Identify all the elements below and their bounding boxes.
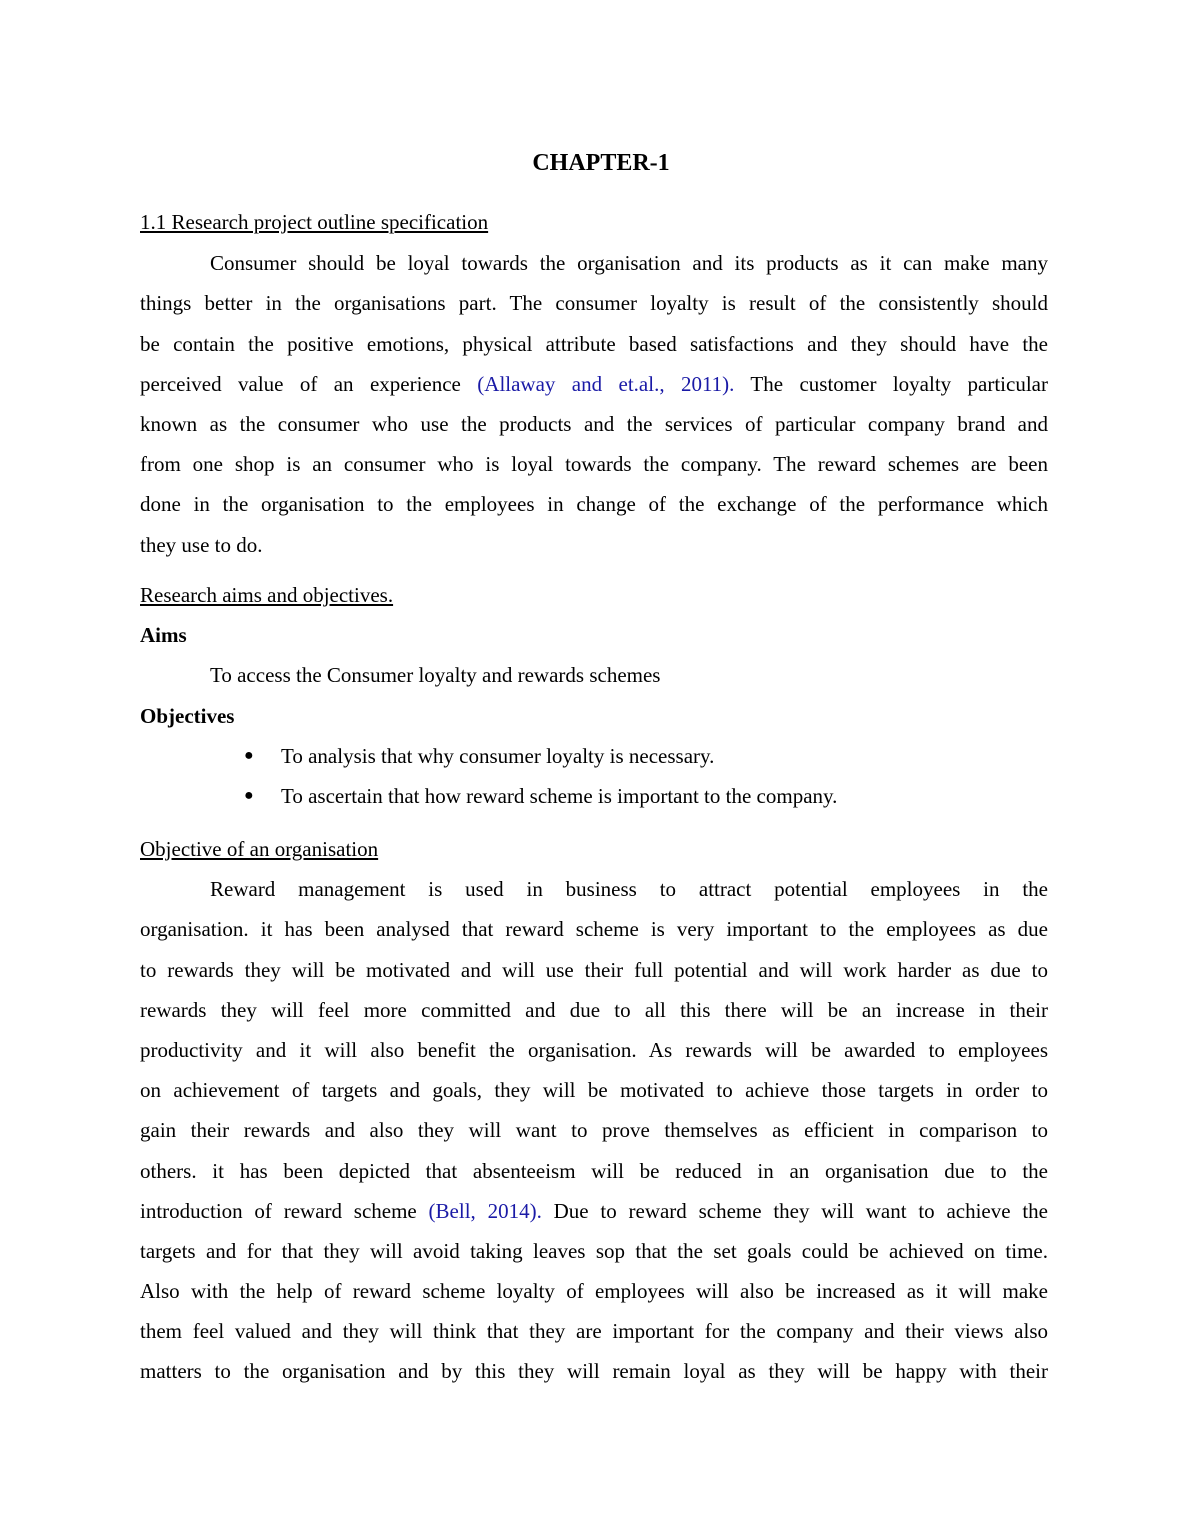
citation: (Allaway and et.al., 2011). xyxy=(477,371,735,396)
paragraph-line xyxy=(140,950,1048,990)
paragraph-line xyxy=(140,1351,1048,1391)
list-item xyxy=(140,736,1048,776)
section-aims-objectives xyxy=(140,575,1048,816)
paragraph-line xyxy=(140,869,1048,909)
text-run: Consumer should be loyal towards the organisation and its products as it can make many xyxy=(210,251,1048,276)
paragraph-line xyxy=(140,909,1048,949)
objectives-label: Objectives xyxy=(140,703,235,728)
bullet-icon: ● xyxy=(244,746,254,764)
aims-label: Aims xyxy=(140,623,187,648)
paragraph-line xyxy=(140,324,1048,364)
citation: (Bell, 2014). xyxy=(428,1198,542,1223)
text-run: done in the organisation to the employees in change of the exchange of the performance which xyxy=(140,492,1048,517)
text-run: Also with the help of reward scheme loyalty of employees will also be increased as it will make xyxy=(140,1279,1048,1304)
paragraph-line xyxy=(140,1110,1048,1150)
text-run: from one shop is an consumer who is loyal towards the company. The reward schemes are been xyxy=(140,452,1048,477)
objective-text: To analysis that why consumer loyalty is necessary. xyxy=(281,743,715,768)
text-run: rewards they will feel more committed and due to all this there will be an increase in their xyxy=(140,997,1048,1022)
text-run: organisation. it has been analysed that reward scheme is very important to the employees as due xyxy=(140,917,1048,942)
section-heading: Research aims and objectives. xyxy=(140,583,394,607)
text-run: on achievement of targets and goals, they will be motivated to achieve those targets in order to xyxy=(140,1078,1048,1103)
paragraph xyxy=(140,869,1048,1391)
text-run: gain their rewards and also they will want to prove themselves as efficient in comparison to xyxy=(140,1118,1048,1143)
objective-text: To ascertain that how reward scheme is important to the company. xyxy=(281,783,838,808)
text-run: others. it has been depicted that absenteeism will be reduced in an organisation due to the xyxy=(140,1158,1048,1183)
paragraph-line xyxy=(140,1070,1048,1110)
paragraph-line xyxy=(140,243,1048,283)
text-run: known as the consumer who use the products and the services of particular company brand and xyxy=(140,411,1048,436)
section-heading: Objective of an organisation xyxy=(140,837,379,861)
section-heading: 1.1 Research project outline specification xyxy=(140,210,489,234)
text-run: targets and for that they will avoid taking leaves sop that the set goals could be achieved on time. xyxy=(140,1238,1048,1263)
text-run: to rewards they will be motivated and will use their full potential and will work harder as due to xyxy=(140,957,1048,982)
paragraph-line xyxy=(140,364,1048,404)
text-run: perceived value of an experience xyxy=(140,371,478,396)
bullet-icon: ● xyxy=(244,786,254,804)
paragraph-line xyxy=(140,1231,1048,1271)
text-run: be contain the positive emotions, physical attribute based satisfactions and they should have the xyxy=(140,331,1048,356)
paragraph-line xyxy=(140,283,1048,323)
paragraph-line xyxy=(140,1191,1048,1231)
text-run: them feel valued and they will think that they are important for the company and their views also xyxy=(140,1319,1048,1344)
text-run: Reward management is used in business to attract potential employees in the xyxy=(210,877,1048,902)
text-run: they use to do. xyxy=(140,532,263,557)
paragraph-line xyxy=(140,525,1048,565)
paragraph-line xyxy=(140,1151,1048,1191)
paragraph-line xyxy=(140,1311,1048,1351)
section-organisation-objective xyxy=(140,829,1048,1392)
text-run: Due to reward scheme they will want to achieve the xyxy=(541,1198,1048,1223)
paragraph-line xyxy=(140,990,1048,1030)
text-run: things better in the organisations part. The consumer loyalty is result of the consistently should xyxy=(140,291,1048,316)
list-item xyxy=(140,776,1048,816)
aim-text: To access the Consumer loyalty and rewards schemes xyxy=(210,663,661,688)
text-run: The customer loyalty particular xyxy=(734,371,1048,396)
text-run: productivity and it will also benefit the organisation. As rewards will be awarded to employees xyxy=(140,1037,1048,1062)
paragraph-line xyxy=(140,484,1048,524)
paragraph xyxy=(140,243,1048,565)
paragraph-line xyxy=(140,404,1048,444)
chapter-title: CHAPTER-1 xyxy=(532,150,670,176)
section-research-outline xyxy=(140,202,1048,565)
paragraph-line xyxy=(140,444,1048,484)
paragraph-line xyxy=(140,1271,1048,1311)
paragraph-line xyxy=(140,1030,1048,1070)
text-run: introduction of reward scheme xyxy=(140,1198,429,1223)
text-run: matters to the organisation and by this they will remain loyal as they will be happy with their xyxy=(140,1359,1048,1384)
